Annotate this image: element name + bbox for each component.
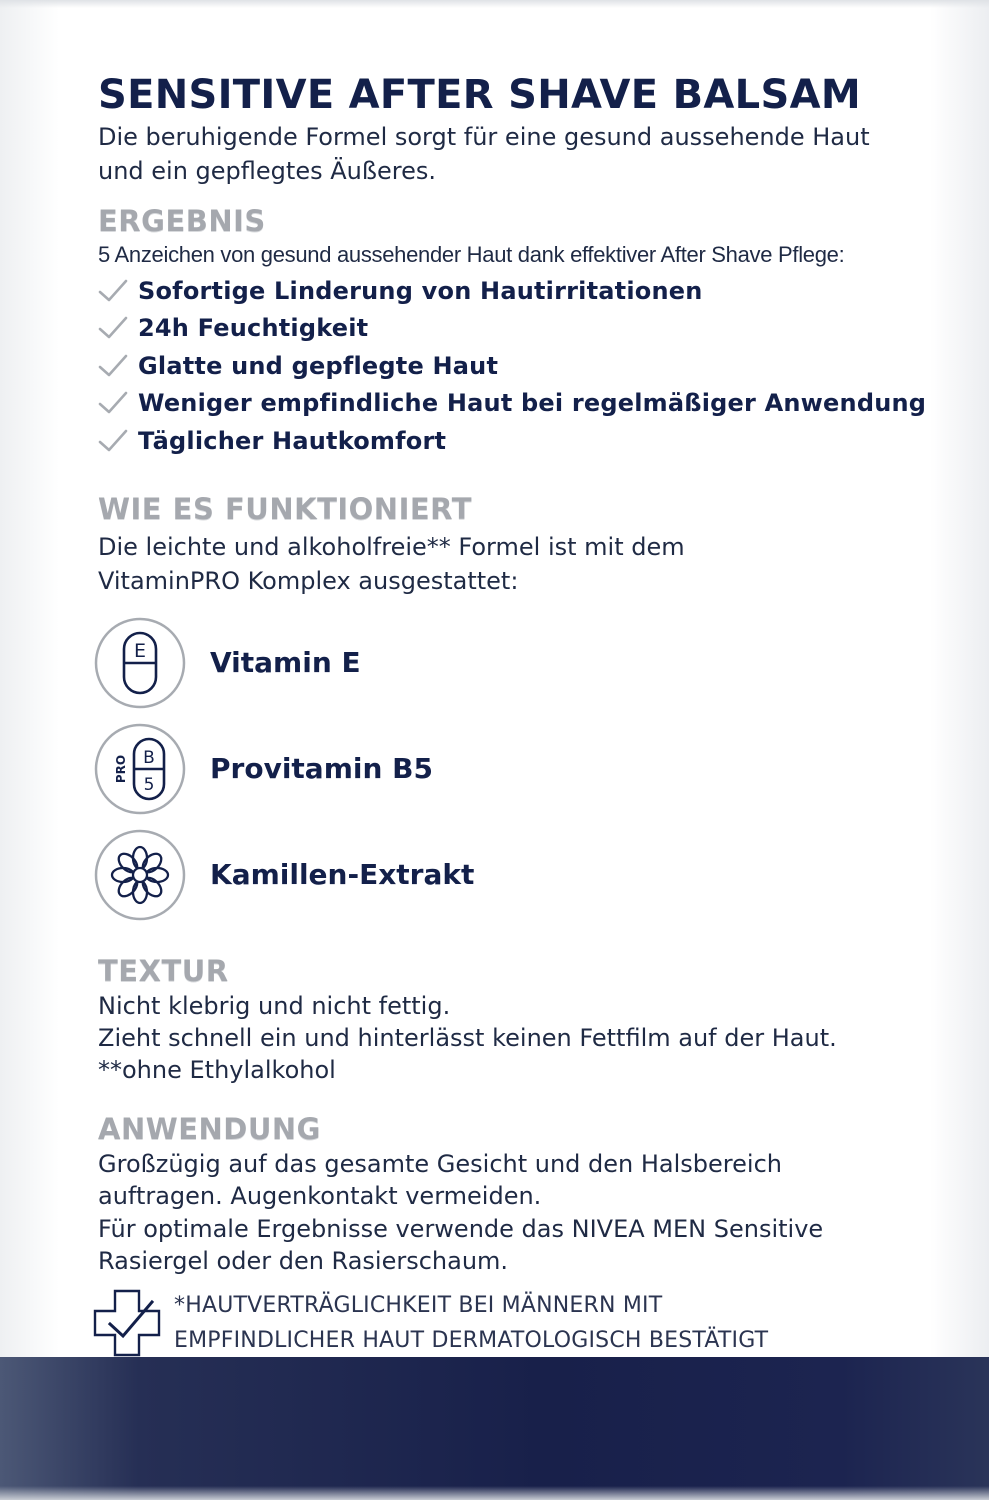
anwendung-line-1: Großzügig auf das gesamte Gesicht und den Halsbereich [98, 1149, 782, 1178]
b5-icon-digit: 5 [143, 774, 155, 795]
spacer [98, 1086, 918, 1110]
textur-line-3: **ohne Ethylalkohol [98, 1055, 336, 1084]
b5-icon-letter-b: B [143, 747, 155, 768]
intro-line-2: und ein gepflegtes Äußeres. [98, 157, 436, 185]
list-item [98, 385, 927, 423]
b5-icon-pro: PRO [114, 754, 128, 783]
ingredient-vitamin-e [98, 610, 918, 716]
intro-text [98, 120, 918, 188]
list-item [98, 310, 918, 348]
footnote-text [174, 1288, 768, 1358]
ergebnis-lead: 5 Anzeichen von gesund aussehender Haut dank effektiver After Shave Pflege: [98, 242, 845, 267]
spacer [98, 188, 918, 202]
ingredient-label: Provitamin B5 [210, 752, 433, 785]
vitamin-e-capsule-icon [94, 617, 186, 709]
navy-bottom-band [0, 1357, 989, 1500]
funktion-heading: WIE ES FUNKTIONIERT [98, 491, 472, 526]
check-icon [98, 390, 128, 416]
content-column [98, 72, 927, 1358]
funktion-text [98, 530, 918, 598]
textur-line-1: Nicht klebrig und nicht fettig. [98, 991, 451, 1020]
check-label: Täglicher Hautkomfort [138, 426, 447, 455]
anwendung-text [98, 1148, 918, 1278]
product-title: SENSITIVE AFTER SHAVE BALSAM [98, 72, 861, 118]
anwendung-line-4: Rasiergel oder den Rasierschaum. [98, 1247, 509, 1275]
chamomile-flower-icon [94, 829, 186, 921]
vitamin-e-icon-letter: E [133, 639, 147, 662]
ergebnis-heading: ERGEBNIS [98, 204, 266, 238]
check-label: Sofortige Linderung von Hautirritationen [138, 276, 703, 305]
check-label: Glatte und gepflegte Haut [138, 351, 499, 380]
anwendung-line-3: Für optimale Ergebnisse verwende das NIVEA MEN Sensitive [98, 1214, 824, 1243]
anwendung-heading: ANWENDUNG [98, 1111, 321, 1146]
list-item [98, 347, 918, 385]
textur-line-2: Zieht schnell ein und hinterlässt keinen Fettfilm auf der Haut. [98, 1023, 837, 1052]
textur-text [98, 990, 918, 1086]
check-icon [98, 315, 128, 341]
ingredient-kamille [98, 822, 918, 928]
ingredient-label: Vitamin E [210, 646, 361, 679]
list-item [98, 272, 918, 310]
dermatology-note [98, 1288, 918, 1358]
ergebnis-checklist [98, 272, 927, 460]
spacer [98, 460, 918, 490]
check-icon [98, 353, 128, 379]
check-label: Weniger empfindliche Haut bei regelmäßiger Anwendung [138, 389, 927, 418]
ingredient-provitamin-b5 [98, 716, 918, 822]
footnote-line-2: EMPFINDLICHER HAUT DERMATOLOGISCH BESTÄTIGT [174, 1327, 769, 1353]
check-label: 24h Feuchtigkeit [138, 314, 369, 343]
intro-line-1: Die beruhigende Formel sorgt für eine gesund aussehende Haut [98, 123, 870, 151]
funktion-line-1: Die leichte und alkoholfreie** Formel ist mit dem [98, 532, 685, 561]
funktion-line-2: VitaminPRO Komplex ausgestattet: [98, 566, 519, 595]
spacer [98, 928, 918, 952]
provitamin-b5-capsule-icon [94, 723, 186, 815]
check-icon [98, 428, 128, 454]
medical-cross-check-icon [92, 1288, 162, 1358]
ingredient-label: Kamillen-Extrakt [210, 858, 475, 891]
textur-heading: TEXTUR [98, 953, 229, 988]
list-item [98, 422, 918, 460]
footnote-line-1: *HAUTVERTRÄGLICHKEIT BEI MÄNNERN MIT [174, 1292, 663, 1318]
ingredient-list [98, 610, 918, 928]
check-icon [98, 278, 128, 304]
anwendung-line-2: auftragen. Augenkontakt vermeiden. [98, 1182, 542, 1210]
